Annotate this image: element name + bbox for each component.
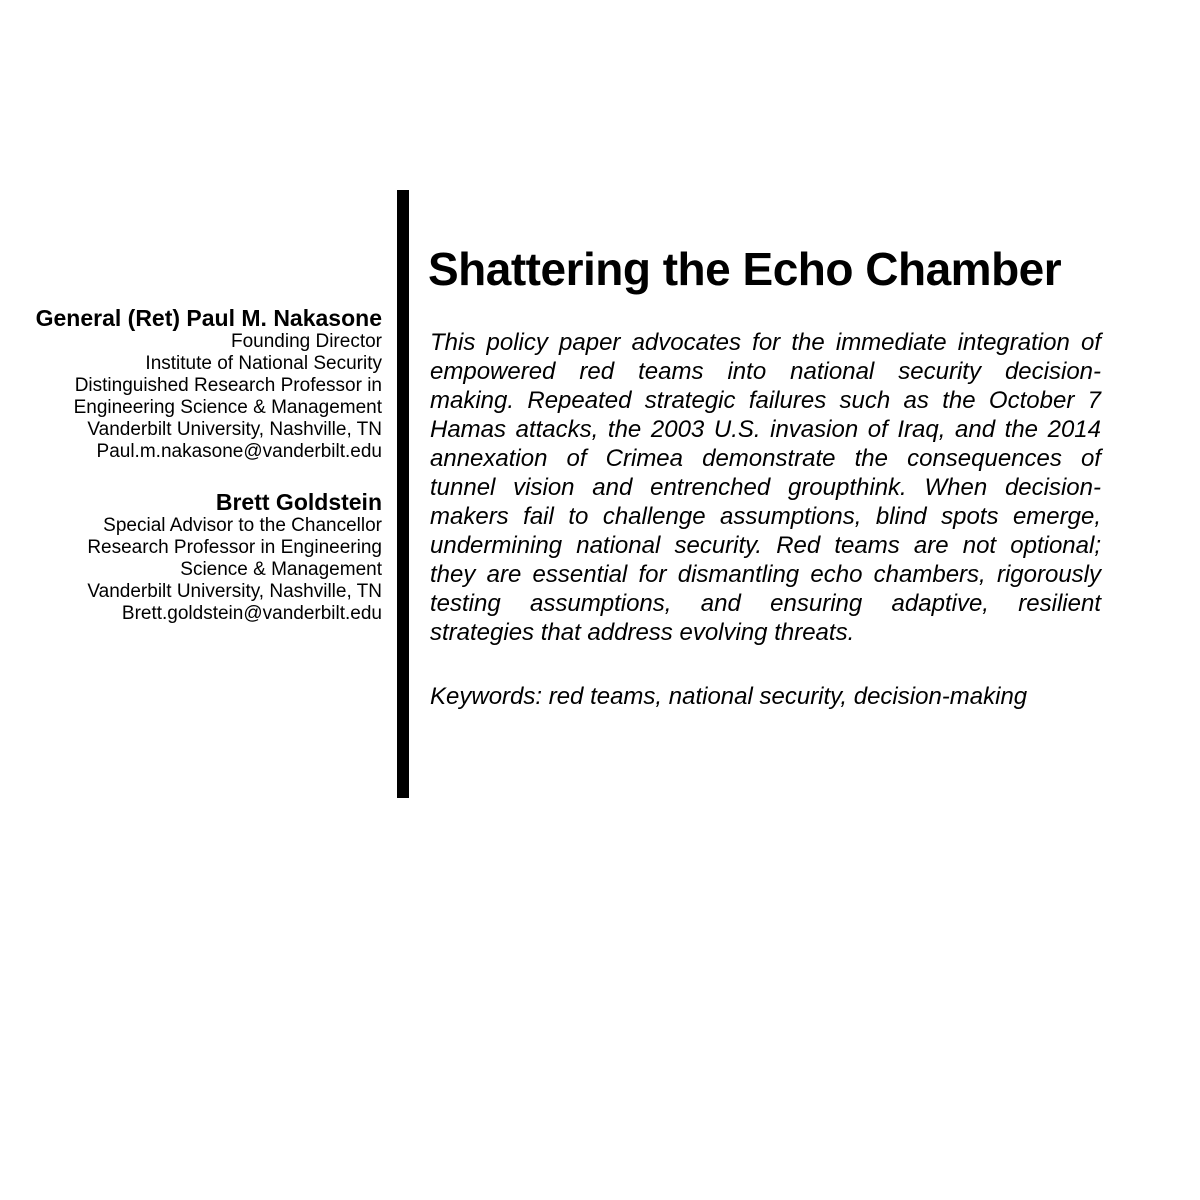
author-name-nakasone: General (Ret) Paul M. Nakasone [35,305,382,331]
column-divider-bar [397,190,409,798]
abstract-line: they are essential for dismantling echo chambers, rigorously [430,561,1101,588]
author-affiliation-line: Research Professor in Engineering [87,537,382,558]
author-affiliation-line: Vanderbilt University, Nashville, TN [87,581,382,602]
author-affiliation-lines-goldstein [22,515,382,625]
author-affiliation-line: Paul.m.nakasone@vanderbilt.edu [96,441,382,462]
author-block-goldstein [22,489,382,625]
author-affiliation-line: Founding Director [230,331,382,352]
author-affiliation-line: Institute of National Security [145,353,382,374]
author-affiliation-lines-nakasone [22,331,382,463]
author-affiliation-line: Science & Management [180,559,382,580]
author-block-nakasone [22,305,382,463]
keywords-line: Keywords: red teams, national security, decision-making [430,683,1028,710]
abstract-line: annexation of Crimea demonstrate the consequences of [430,445,1101,472]
abstract-line: empowered red teams into national security decision- [430,358,1101,385]
author-column [22,305,382,625]
abstract-line: Hamas attacks, the 2003 U.S. invasion of Iraq, and the 2014 [430,416,1101,443]
author-affiliation-line: Distinguished Research Professor in [74,375,382,396]
abstract-line: strategies that address evolving threats. [430,619,855,646]
abstract-line: makers fail to challenge assumptions, blind spots emerge, [430,503,1101,530]
author-name-goldstein: Brett Goldstein [215,489,382,515]
abstract-line: This policy paper advocates for the immediate integration of [430,329,1101,356]
abstract-line: tunnel vision and entrenched groupthink. When decision- [430,474,1101,501]
author-affiliation-line: Vanderbilt University, Nashville, TN [87,419,382,440]
abstract-line: undermining national security. Red teams are not optional; [430,532,1101,559]
abstract-paragraph [430,328,1101,647]
abstract-line: making. Repeated strategic failures such as the October 7 [430,387,1101,414]
author-affiliation-line: Special Advisor to the Chancellor [103,515,382,536]
abstract-line: testing assumptions, and ensuring adaptive, resilient [430,590,1101,617]
paper-title: Shattering the Echo Chamber [428,243,1062,295]
author-affiliation-line: Engineering Science & Management [73,397,382,418]
author-affiliation-line: Brett.goldstein@vanderbilt.edu [121,603,382,624]
